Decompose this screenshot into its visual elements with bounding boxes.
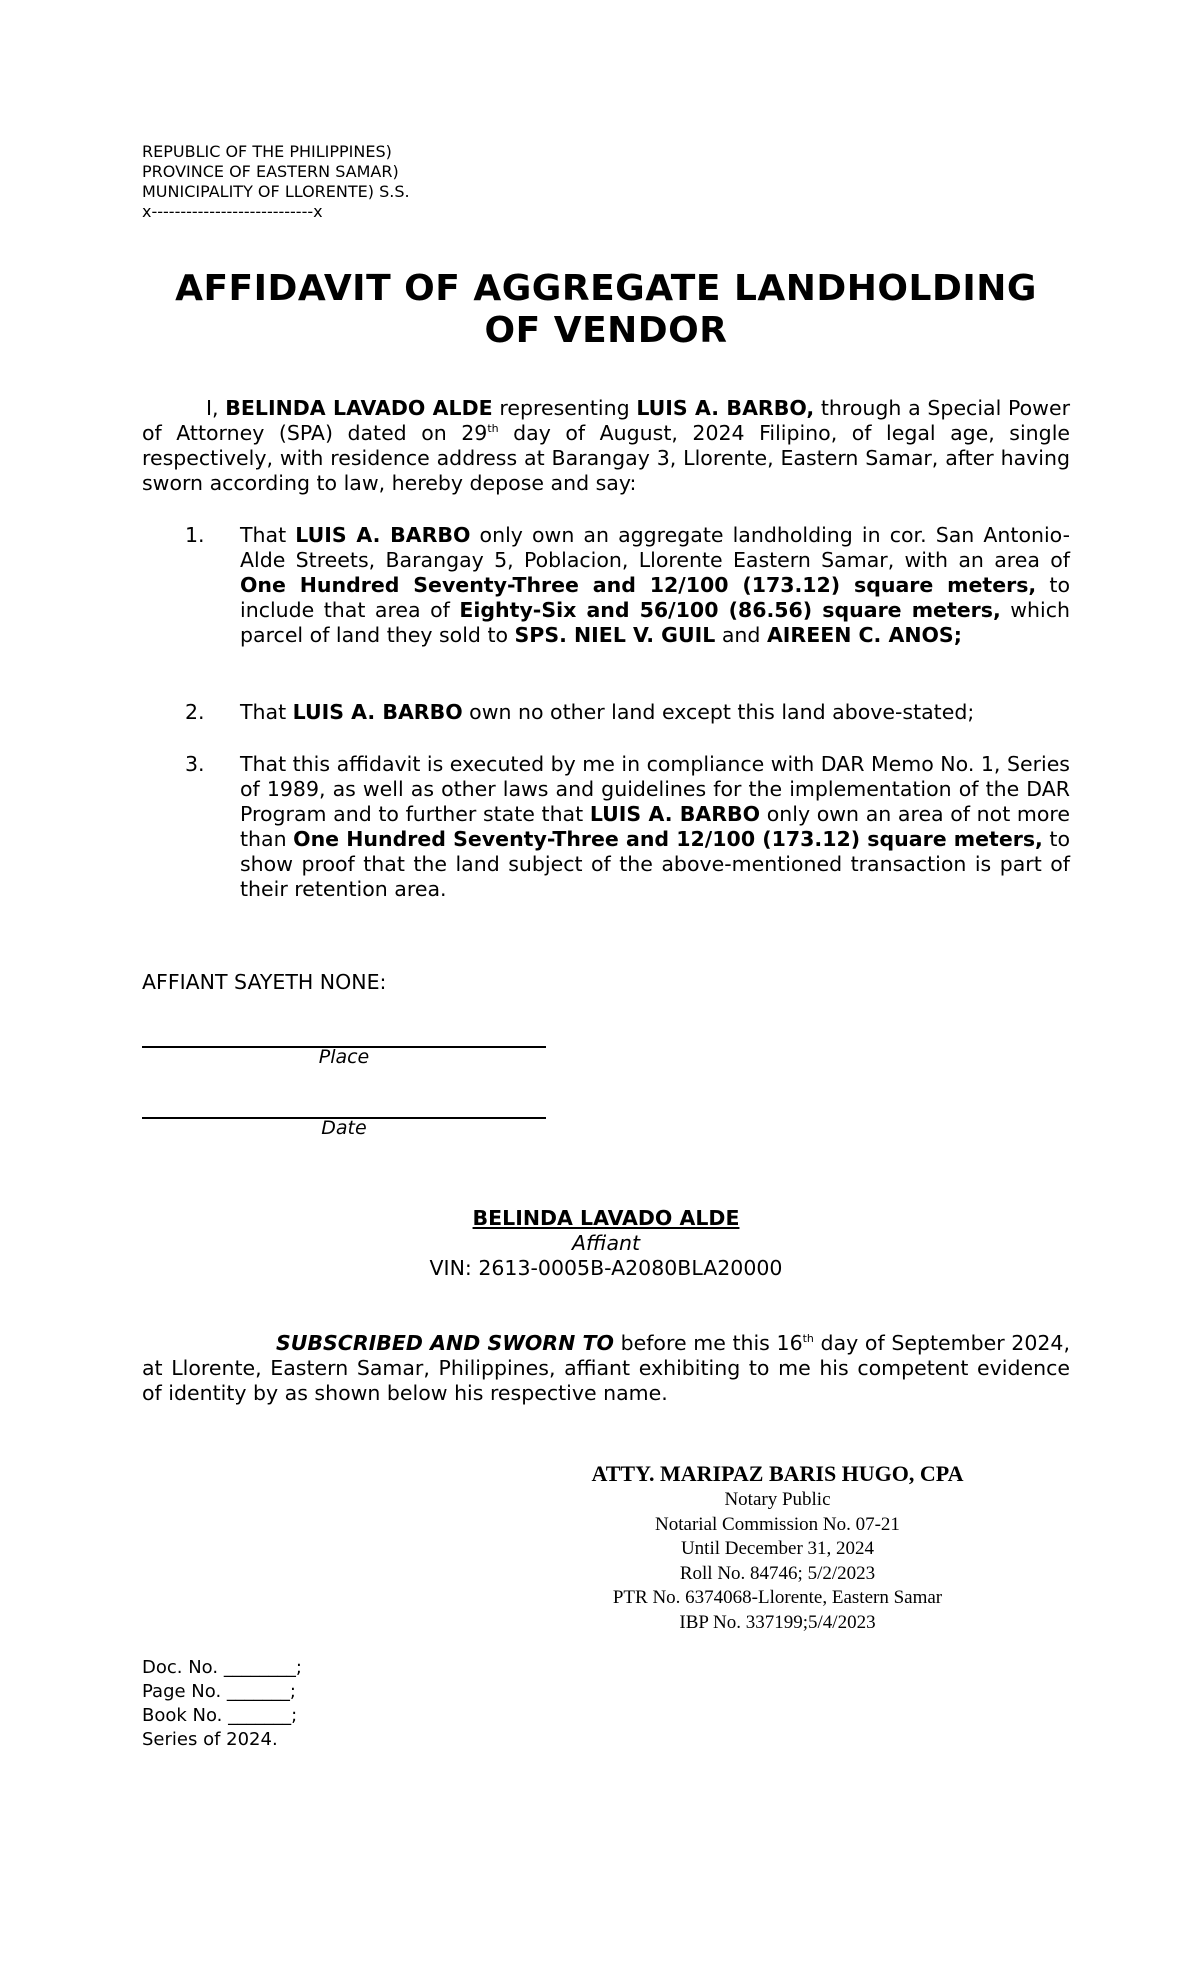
place-label: Place: [318, 1046, 370, 1068]
item-text: That: [240, 523, 296, 547]
venue-block: [142, 142, 410, 222]
doc-number: Doc. No. ________;: [142, 1657, 302, 1678]
affiant-vin: VIN: 2613-0005B-A2080BLA20000: [429, 1256, 783, 1280]
item-buyer-1: SPS. NIEL V. GUIL: [514, 623, 716, 647]
statement-list: [185, 523, 1070, 648]
venue-republic: REPUBLIC OF THE PHILIPPINES): [142, 142, 392, 161]
intro-text: representing: [492, 396, 637, 420]
item-text: which parcel of land they sold to: [240, 598, 1070, 647]
statement-list: [185, 752, 1071, 902]
series-year: Series of 2024.: [142, 1729, 278, 1750]
page-number: Page No. _______;: [142, 1681, 296, 1702]
date-label: Date: [321, 1117, 367, 1139]
item-vendor-name: LUIS A. BARBO: [295, 523, 471, 547]
item-text: to show proof that the land subject of the above-mentioned transaction is part of their retention area.: [240, 827, 1070, 901]
statement-item-3: [185, 752, 1071, 902]
notary-ptr: PTR No. 6374068-Llorente, Eastern Samar: [612, 1587, 943, 1608]
venue-municipality: MUNICIPALITY OF LLORENTE) S.S.: [142, 182, 410, 201]
item-text: to include that area of: [240, 573, 1070, 622]
notary-title: Notary Public: [724, 1489, 831, 1510]
venue-province: PROVINCE OF EASTERN SAMAR): [142, 162, 399, 181]
item-text: only own an aggregate landholding in cor. San Antonio-Alde Streets, Barangay 5, Poblacion, Llorente Eastern Samar, with an area of: [240, 523, 1070, 572]
document-title: [142, 268, 1070, 352]
notary-ibp: IBP No. 337199;5/4/2023: [679, 1611, 876, 1633]
notary-name: ATTY. MARIPAZ BARIS HUGO, CPA: [591, 1461, 964, 1486]
intro-text: through a Special Power of Attorney (SPA) dated on 29: [142, 396, 1070, 445]
item-area-total: One Hundred Seventy-Three and 12/100 (173.12) square meters,: [240, 573, 1037, 597]
affiant-sayeth-none: AFFIANT SAYETH NONE:: [142, 970, 387, 994]
jurat-ordinal-suffix: th: [802, 1332, 814, 1346]
affiant-name: BELINDA LAVADO ALDE: [472, 1206, 740, 1230]
notary-roll: Roll No. 84746; 5/2/2023: [679, 1562, 876, 1584]
venue-separator: x----------------------------x: [142, 202, 323, 221]
book-number: Book No. _______;: [142, 1705, 298, 1726]
item-area-limit: One Hundred Seventy-Three and 12/100 (173.12) square meters,: [293, 827, 1043, 851]
item-vendor-name: LUIS A. BARBO: [292, 700, 463, 724]
statement-item-1: [185, 523, 1070, 648]
item-number: 3.: [185, 752, 205, 776]
item-vendor-name: LUIS A. BARBO: [589, 802, 761, 826]
notarial-register-block: [142, 1656, 302, 1752]
statement-item-2: [185, 700, 1070, 725]
item-number: 2.: [185, 700, 205, 724]
item-text: That this affidavit is executed by me in compliance with DAR Memo No. 1, Series of 1989, as well as other laws and guidelines for the implementation of the DAR Program and to further state that: [240, 752, 1070, 826]
item-text: own no other land except this land above-stated;: [462, 700, 975, 724]
intro-text: day of August, 2024 Filipino, of legal age, single respectively, with residence address at Barangay 3, Llorente, Eastern Samar, after having sworn according to law, hereby depose and say:: [142, 421, 1070, 495]
item-area-sold: Eighty-Six and 56/100 (86.56) square meters,: [459, 598, 1001, 622]
statement-list: [185, 700, 1070, 725]
item-text: and: [715, 623, 767, 647]
intro-paragraph: [142, 396, 1070, 496]
item-text: only own an area of not more than: [240, 802, 1071, 851]
intro-affiant-name: BELINDA LAVADO ALDE: [225, 396, 493, 420]
intro-ordinal-suffix: th: [487, 422, 499, 436]
affiant-signature-block: [142, 1206, 1070, 1281]
item-text: That: [240, 700, 293, 724]
jurat-paragraph: [142, 1331, 1070, 1406]
jurat-text: before me this 16: [613, 1331, 803, 1355]
title-line-1: AFFIDAVIT OF AGGREGATE LANDHOLDING: [175, 268, 1037, 309]
notary-until: Until December 31, 2024: [680, 1538, 875, 1559]
intro-vendor-name: LUIS A. BARBO,: [636, 396, 815, 420]
notary-commission: Notarial Commission No. 07-21: [655, 1513, 900, 1535]
jurat-text: day of September 2024, at Llorente, Eastern Samar, Philippines, affiant exhibiting to me his competent evidence of identity by as shown below his respective name.: [142, 1331, 1070, 1405]
jurat-lead: SUBSCRIBED AND SWORN TO: [276, 1331, 614, 1355]
intro-text: I,: [206, 396, 226, 420]
item-number: 1.: [185, 523, 205, 547]
item-buyer-2: AIREEN C. ANOS;: [766, 623, 962, 647]
notary-block: [540, 1460, 1015, 1635]
affiant-role: Affiant: [571, 1231, 641, 1255]
title-line-2: OF VENDOR: [484, 310, 728, 351]
